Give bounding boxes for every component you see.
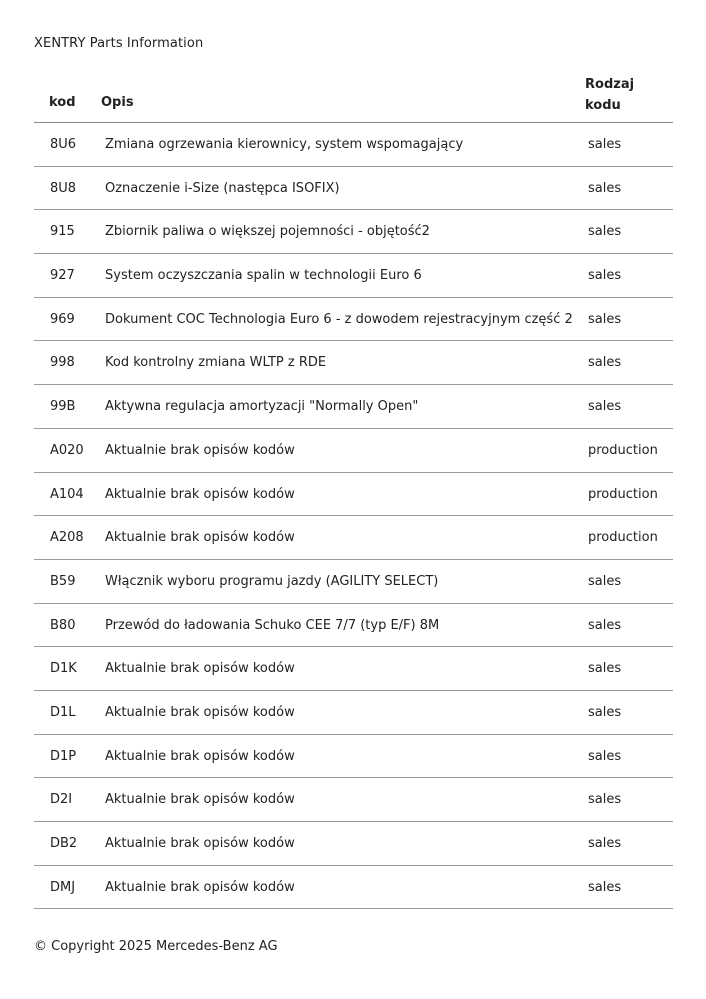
table-row bbox=[34, 429, 673, 473]
table-row bbox=[34, 735, 673, 779]
cell-opis: Aktualnie brak opisów kodów bbox=[105, 879, 295, 895]
cell-opis: Aktualnie brak opisów kodów bbox=[105, 661, 295, 677]
cell-kod: B80 bbox=[50, 617, 76, 633]
cell-kod: 915 bbox=[50, 224, 75, 240]
cell-type: production bbox=[588, 530, 658, 546]
cell-type: sales bbox=[588, 879, 622, 895]
cell-opis: Aktualnie brak opisów kodów bbox=[105, 530, 295, 546]
cell-type: sales bbox=[588, 268, 622, 284]
cell-opis: System oczyszczania spalin w technologii Euro 6 bbox=[105, 268, 422, 284]
cell-type: sales bbox=[588, 661, 622, 677]
cell-opis: Aktualnie brak opisów kodów bbox=[105, 792, 295, 808]
cell-kod: A020 bbox=[50, 442, 84, 458]
cell-kod: B59 bbox=[50, 573, 76, 589]
table-row bbox=[34, 298, 673, 342]
cell-type: sales bbox=[588, 180, 622, 196]
table-row bbox=[34, 778, 673, 822]
cell-type: sales bbox=[588, 355, 622, 371]
cell-type: production bbox=[588, 442, 658, 458]
column-header-rodzaj-kodu bbox=[585, 74, 634, 116]
cell-type: sales bbox=[588, 224, 622, 240]
cell-kod: D1K bbox=[50, 661, 77, 677]
cell-kod: D1P bbox=[50, 748, 77, 764]
table-row bbox=[34, 560, 673, 604]
cell-kod: A208 bbox=[50, 530, 84, 546]
table-row bbox=[34, 604, 673, 648]
table-header bbox=[34, 70, 673, 123]
cell-opis: Aktualnie brak opisów kodów bbox=[105, 836, 295, 851]
cell-kod: 8U8 bbox=[50, 180, 77, 196]
cell-type: sales bbox=[588, 792, 622, 808]
cell-type: sales bbox=[588, 137, 622, 152]
table-row bbox=[34, 254, 673, 298]
cell-type: production bbox=[588, 486, 658, 502]
cell-opis: Aktywna regulacja amortyzacji "Normally Open" bbox=[105, 399, 419, 415]
table-row bbox=[34, 516, 673, 560]
cell-kod: 998 bbox=[50, 355, 75, 371]
cell-opis: Włącznik wyboru programu jazdy (AGILITY SELECT) bbox=[105, 573, 439, 589]
cell-opis: Aktualnie brak opisów kodów bbox=[105, 704, 295, 720]
cell-opis: Zbiornik paliwa o większej pojemności - objętość2 bbox=[105, 224, 430, 240]
cell-opis: Aktualnie brak opisów kodów bbox=[105, 486, 295, 502]
cell-kod: 927 bbox=[50, 268, 75, 284]
cell-type: sales bbox=[588, 704, 622, 720]
table-row bbox=[34, 210, 673, 254]
cell-kod: A104 bbox=[50, 486, 84, 502]
table-row bbox=[34, 691, 673, 735]
app-title: XENTRY Parts Information bbox=[34, 36, 204, 51]
column-header-rodzaj-line1: Rodzaj bbox=[585, 77, 635, 92]
cell-opis: Oznaczenie i-Size (następca ISOFIX) bbox=[105, 180, 340, 196]
column-header-opis: Opis bbox=[101, 95, 134, 110]
table-row bbox=[34, 866, 673, 910]
column-header-rodzaj-line2: kodu bbox=[585, 98, 621, 113]
cell-opis: Przewód do ładowania Schuko CEE 7/7 (typ E/F) 8M bbox=[105, 617, 440, 633]
table-row bbox=[34, 473, 673, 517]
table-row bbox=[34, 822, 673, 866]
cell-opis: Aktualnie brak opisów kodów bbox=[105, 748, 295, 764]
cell-opis: Kod kontrolny zmiana WLTP z RDE bbox=[105, 355, 327, 371]
cell-type: sales bbox=[588, 748, 622, 764]
cell-kod: 8U6 bbox=[50, 137, 77, 152]
cell-kod: 969 bbox=[50, 311, 75, 327]
table-row bbox=[34, 123, 673, 167]
cell-kod: DMJ bbox=[50, 879, 76, 895]
cell-type: sales bbox=[588, 399, 622, 415]
cell-kod: D2I bbox=[50, 792, 73, 808]
table-row bbox=[34, 341, 673, 385]
column-header-kod: kod bbox=[49, 95, 76, 110]
table-body bbox=[34, 123, 673, 909]
cell-opis: Dokument COC Technologia Euro 6 - z dowodem rejestracyjnym część 2 bbox=[105, 311, 573, 327]
table-row bbox=[34, 385, 673, 429]
cell-type: sales bbox=[588, 311, 622, 327]
cell-opis: Aktualnie brak opisów kodów bbox=[105, 442, 295, 458]
cell-type: sales bbox=[588, 617, 622, 633]
codes-table bbox=[34, 70, 673, 909]
cell-kod: 99B bbox=[50, 399, 76, 415]
cell-kod: DB2 bbox=[50, 836, 78, 851]
table-row bbox=[34, 647, 673, 691]
cell-opis: Zmiana ogrzewania kierownicy, system wspomagający bbox=[105, 137, 464, 152]
cell-type: sales bbox=[588, 573, 622, 589]
copyright-footer: © Copyright 2025 Mercedes-Benz AG bbox=[34, 939, 278, 954]
cell-kod: D1L bbox=[50, 704, 76, 720]
cell-type: sales bbox=[588, 836, 622, 851]
table-row bbox=[34, 167, 673, 211]
